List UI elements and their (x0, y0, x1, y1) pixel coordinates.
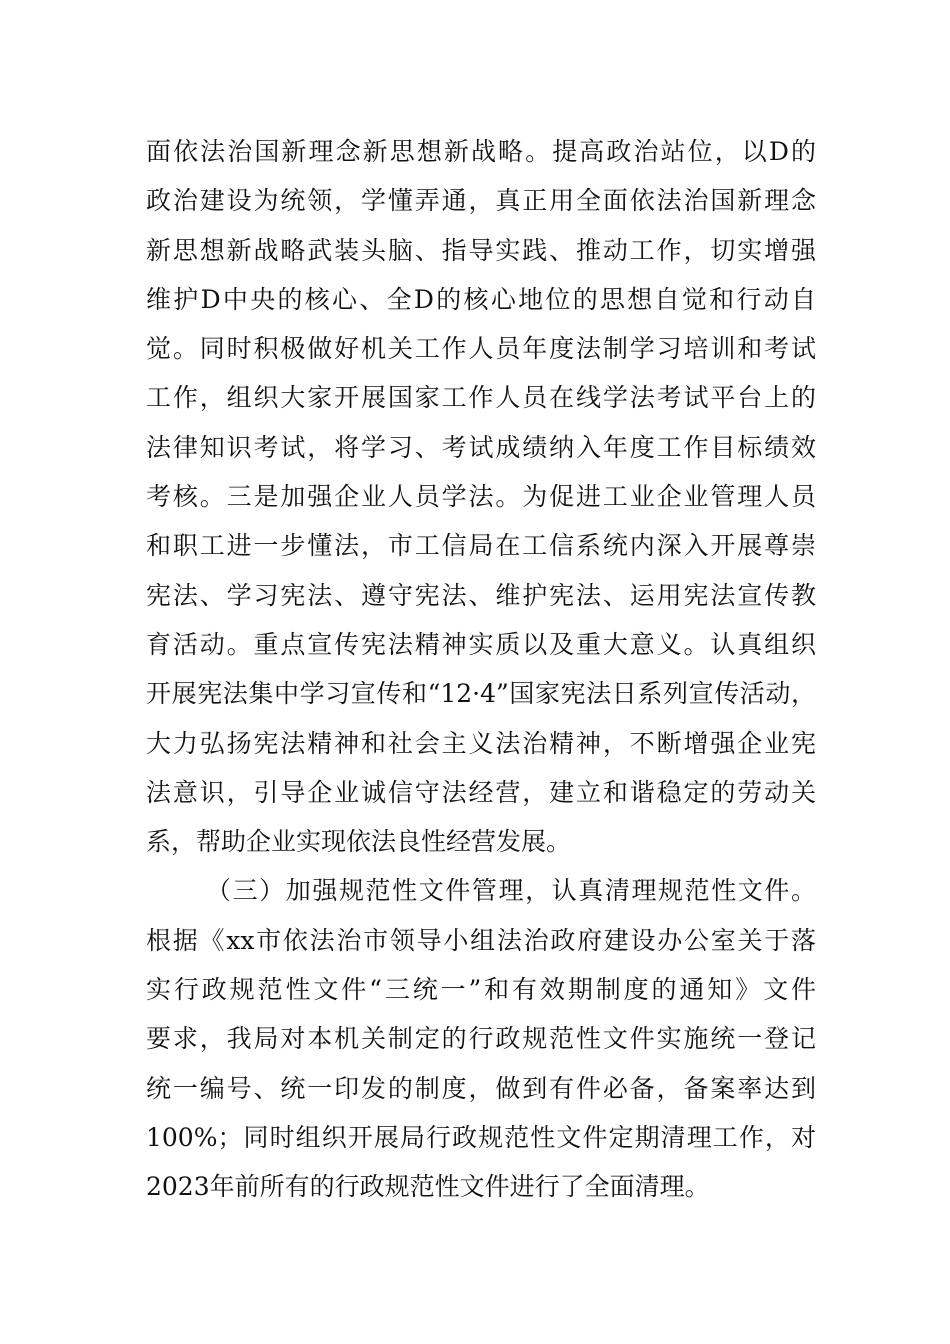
text-line: 100%；同时组织开展局行政规范性文件定期清理工作，对 (146, 1122, 816, 1152)
section-heading-line: （三）加强规范性文件管理，认真清理规范性文件。 (206, 876, 816, 906)
text-line: 实行政规范性文件“三统一”和有效期制度的通知》文件 (146, 975, 816, 1005)
text-line: 觉。同时积极做好机关工作人员年度法制学习培训和考试 (146, 334, 816, 364)
text-line: 维护D中央的核心、全D的核心地位的思想自觉和行动自 (146, 284, 816, 314)
paragraph-end-line: 系，帮助企业实现依法良性经营发展。 (146, 827, 572, 857)
text-line: 和职工进一步懂法，市工信局在工信系统内深入开展尊崇 (146, 531, 816, 561)
text-line: 面依法治国新理念新思想新战略。提高政治站位，以D的 (146, 137, 816, 166)
text-line: 育活动。重点宣传宪法精神实质以及重大意义。认真组织 (146, 629, 816, 659)
text-line: 考核。三是加强企业人员学法。为促进工业企业管理人员 (146, 482, 816, 512)
text-line: 宪法、学习宪法、遵守宪法、维护宪法、运用宪法宣传教 (146, 580, 816, 610)
text-line: 大力弘扬宪法精神和社会主义法治精神，不断增强企业宪 (146, 728, 816, 758)
text-line: 政治建设为统领，学懂弄通，真正用全面依法治国新理念 (146, 186, 816, 216)
text-line: 根据《xx市依法治市领导小组法治政府建设办公室关于落 (146, 925, 816, 955)
text-line: 新思想新战略武装头脑、指导实践、推动工作，切实增强 (146, 235, 816, 265)
text-line: 要求，我局对本机关制定的行政规范性文件实施统一登记 (146, 1024, 816, 1054)
text-line: 法意识，引导企业诚信守法经营，建立和谐稳定的劳动关 (146, 777, 816, 807)
text-line: 工作，组织大家开展国家工作人员在线学法考试平台上的 (146, 383, 816, 413)
paragraph-end-line: 2023年前所有的行政规范性文件进行了全面清理。 (146, 1172, 710, 1202)
text-line: 统一编号、统一印发的制度，做到有件必备，备案率达到 (146, 1073, 816, 1103)
text-line: 开展宪法集中学习宣传和“12·4”国家宪法日系列宣传活动， (146, 679, 816, 709)
body-text (146, 127, 816, 1212)
text-line: 法律知识考试，将学习、考试成绩纳入年度工作目标绩效 (146, 432, 816, 462)
